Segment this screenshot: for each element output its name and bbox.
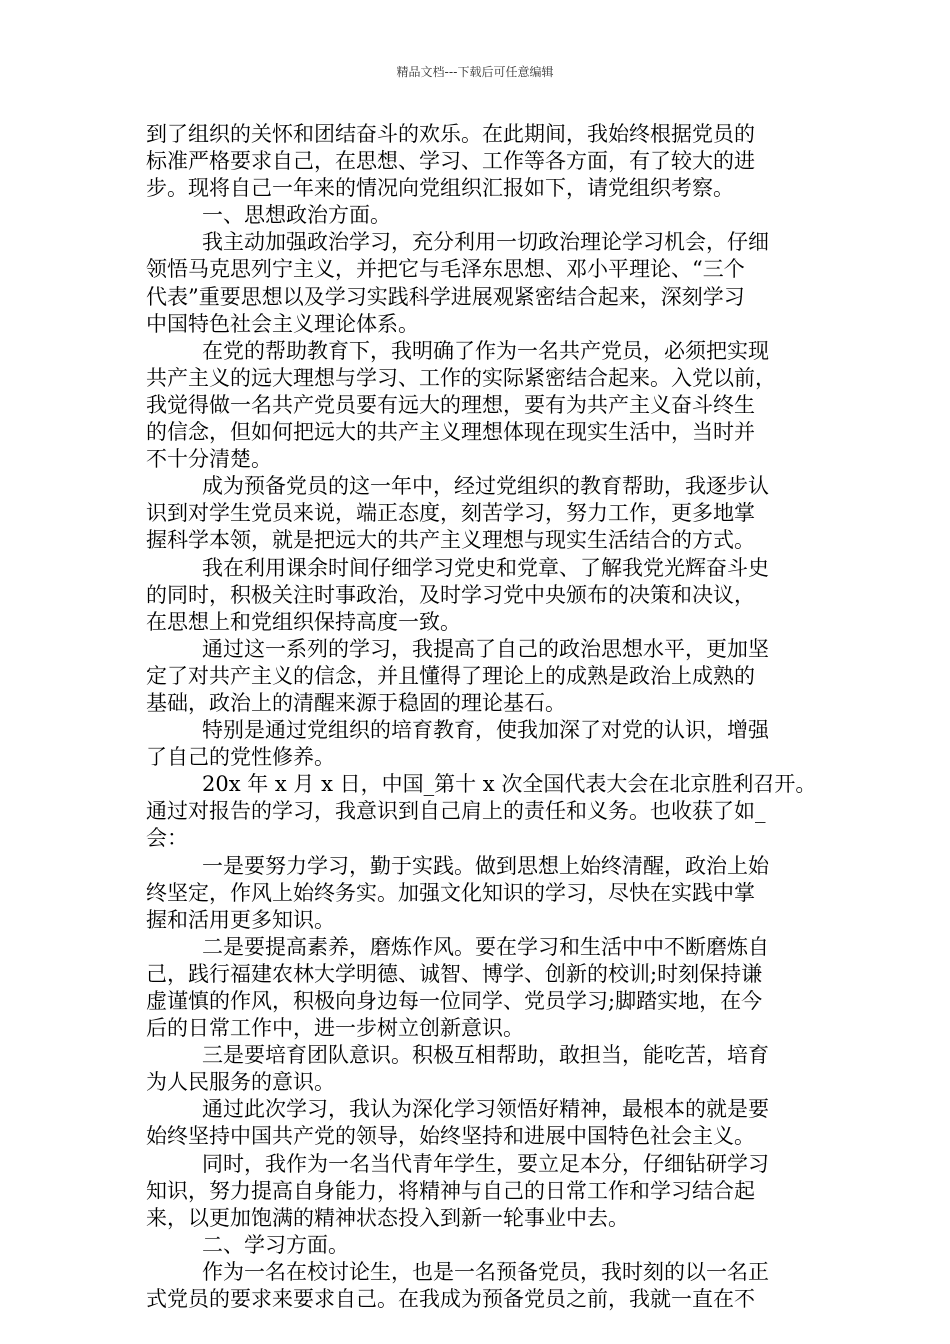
text-line: 不十分清楚。 — [146, 447, 272, 472]
text-line: 后的日常工作中，进一步树立创新意识。 — [146, 1016, 524, 1041]
text-line: 了自己的党性修养。 — [146, 745, 335, 770]
text-line: 始终坚持中国共产党的领导，始终坚持和进展中国特色社会主义。 — [146, 1124, 755, 1149]
text-line: 终坚定，作风上始终务实。加强文化知识的学习，尽快在实践中掌 — [146, 880, 755, 905]
text-line: 在党的帮助教育下，我明确了作为一名共产党员，必须把实现 — [202, 338, 769, 363]
text-line: 中国特色社会主义理论体系。 — [146, 311, 419, 336]
text-line: 知识，努力提高自身能力，将精神与自己的日常工作和学习结合起 — [146, 1178, 755, 1203]
text-line: 作为一名在校讨论生，也是一名预备党员，我时刻的以一名正 — [202, 1259, 769, 1284]
text-line: 通过此次学习，我认为深化学习领悟好精神，最根本的就是要 — [202, 1097, 769, 1122]
text-line: 通过这一系列的学习，我提高了自己的政治思想水平，更加坚 — [202, 636, 769, 661]
text-line: 的同时，积极关注时事政治，及时学习党中央颁布的决策和决议， — [146, 582, 755, 607]
text-line: 二是要提高素养，磨炼作风。要在学习和生活中中不断磨炼自 — [202, 934, 769, 959]
text-line: 一、思想政治方面。 — [202, 203, 391, 228]
text-line: 在思想上和党组织保持高度一致。 — [146, 609, 461, 634]
text-line: 二、学习方面。 — [202, 1232, 349, 1257]
text-line: 我觉得做一名共产党员要有远大的理想，要有为共产主义奋斗终生 — [146, 392, 755, 417]
text-line: 成为预备党员的这一年中，经过党组织的教育帮助，我逐步认 — [202, 474, 769, 499]
text-line: 我在利用课余时间仔细学习党史和党章、了解我党光辉奋斗史 — [202, 555, 769, 580]
text-line: 20x 年 x 月 x 日，中国_第十 x 次全国代表大会在北京胜利召开。 — [202, 772, 817, 797]
text-line: 会： — [146, 826, 188, 851]
text-line: 同时，我作为一名当代青年学生，要立足本分，仔细钻研学习 — [202, 1151, 769, 1176]
text-line: 识到对学生党员来说，端正态度，刻苦学习，努力工作，更多地掌 — [146, 501, 755, 526]
text-line: 到了组织的关怀和团结奋斗的欢乐。在此期间，我始终根据党员的 — [146, 122, 755, 146]
page-header: 精品文档---下载后可任意编辑 — [396, 65, 554, 79]
text-line: 为人民服务的意识。 — [146, 1070, 335, 1095]
text-line: 标准严格要求自己，在思想、学习、工作等各方面，有了较大的进 — [146, 149, 755, 174]
text-line: 己，践行福建农林大学明德、诚智、博学、创新的校训;时刻保持谦 — [146, 961, 763, 986]
text-line: 的信念，但如何把远大的共产主义理想体现在现实生活中，当时并 — [146, 420, 755, 445]
text-line: 一是要努力学习，勤于实践。做到思想上始终清醒，政治上始 — [202, 853, 769, 878]
text-line: 代表”重要思想以及学习实践科学进展观紧密结合起来，深刻学习 — [146, 284, 745, 309]
text-line: 通过对报告的学习，我意识到自己肩上的责任和义务。也收获了如_ — [146, 799, 766, 824]
text-line: 三是要培育团队意识。积极互相帮助，敢担当，能吃苦，培育 — [202, 1043, 769, 1068]
text-line: 式党员的要求来要求自己。在我成为预备党员之前，我就一直在不 — [146, 1287, 755, 1312]
document-body — [146, 121, 817, 1313]
text-line: 领悟马克思列宁主义，并把它与毛泽东思想、邓小平理论、“三个 — [146, 257, 745, 282]
text-line: 基础，政治上的清醒来源于稳固的理论基石。 — [146, 690, 566, 715]
text-line: 特别是通过党组织的培育教育，使我加深了对党的认识，增强 — [202, 718, 769, 743]
text-line: 共产主义的远大理想与学习、工作的实际紧密结合起来。入党以前， — [146, 365, 776, 390]
text-line: 虚谨慎的作风，积极向身边每一位同学、党员学习;脚踏实地，在今 — [146, 989, 763, 1013]
text-line: 来，以更加饱满的精神状态投入到新一轮事业中去。 — [146, 1205, 629, 1230]
text-line: 握和活用更多知识。 — [146, 907, 335, 932]
text-line: 定了对共产主义的信念，并且懂得了理论上的成熟是政治上成熟的 — [146, 663, 755, 688]
text-line: 步。现将自己一年来的情况向党组织汇报如下，请党组织考察。 — [146, 176, 734, 201]
text-line: 我主动加强政治学习，充分利用一切政治理论学习机会，仔细 — [202, 230, 769, 255]
text-line: 握科学本领，就是把远大的共产主义理想与现实生活结合的方式。 — [146, 528, 755, 553]
